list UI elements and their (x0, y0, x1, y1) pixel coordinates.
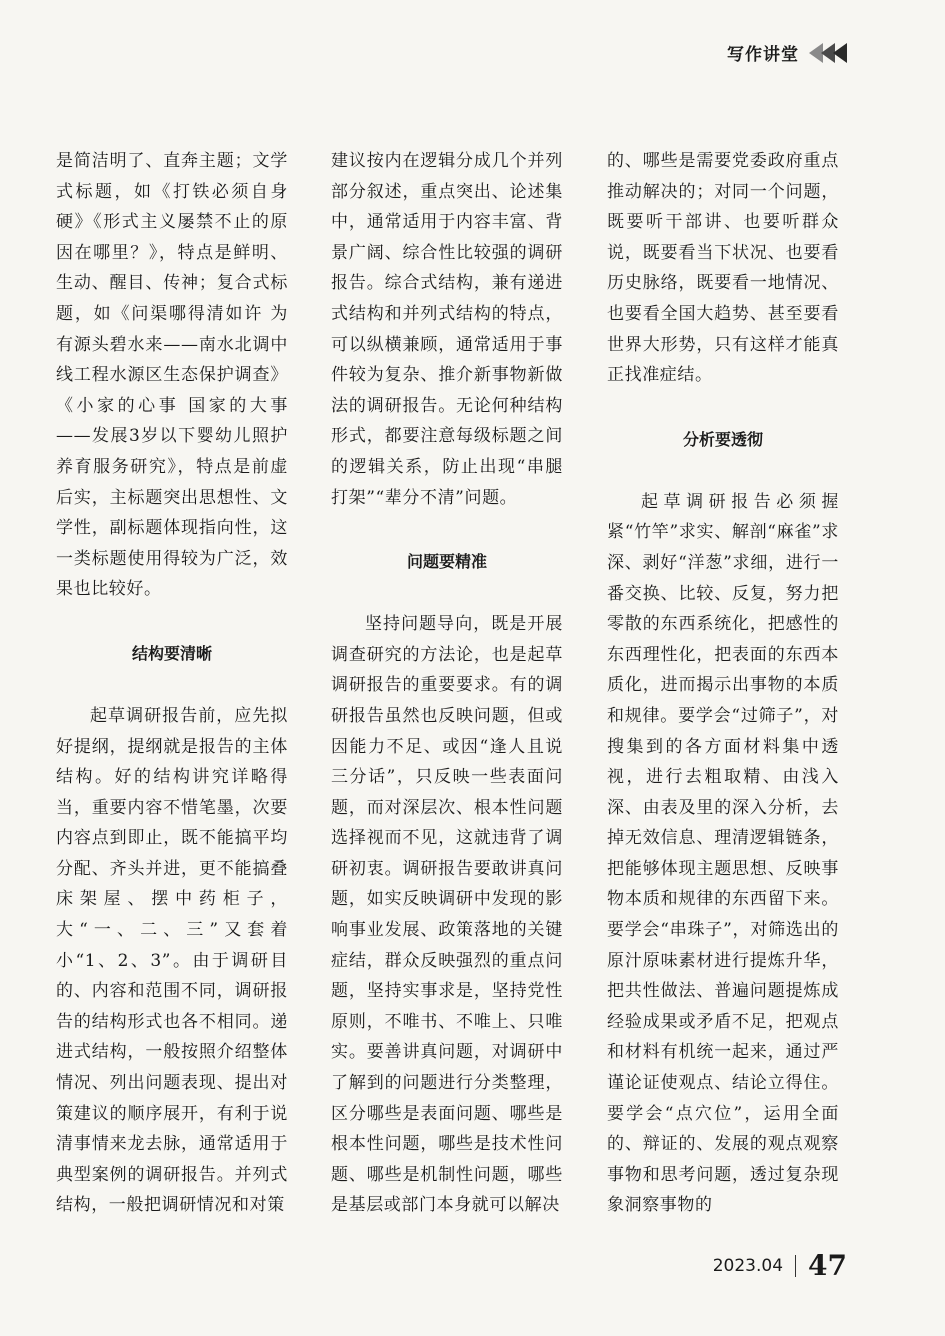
paragraph: 起草调研报告前，应先拟好提纲，提纲就是报告的主体结构。好的结构讲究详略得当，重要内容不惜笔墨，次要内容点到即止，既不能搞平均分配、齐头并进，更不能搞叠床架屋、摆中药柜子，大“一、二、三”又套着小“1、2、3”。由于调研目的、内容和范围不同，调研报告的结构形式也各不相同。递进式结构，一般按照介绍整体情况、列出问题表现、提出对策建议的顺序展开，有利于说清事情来龙去脉，通常适用于典型案例的调研报告。并列式结构，一般把调研情况和对策 (56, 705, 288, 1216)
section-header (727, 40, 845, 65)
page-footer (713, 1249, 847, 1282)
section-heading: 结构要清晰 (131, 643, 212, 663)
chevron-left-icon (809, 43, 845, 63)
issue-date: 2023.04 (712, 1255, 784, 1276)
section-heading: 分析要透彻 (682, 429, 763, 449)
column-2 (331, 146, 563, 1221)
paragraph: 坚持问题导向，既是开展调查研究的方法论，也是起草调研报告的重要要求。有的调研报告虽然也反映问题，但或因能力不足、或因“逢人且说三分话”，只反映一些表面问题，而对深层次、根本性问题选择视而不见，这就违背了调研初衷。调研报告要敢讲真问题，如实反映调研中发现的影响事业发展、政策落地的关键症结，群众反映强烈的重点问题，坚持实事求是，坚持党性原则，不唯书、不唯上、只唯实。要善讲真问题，对调研中了解到的问题进行分类整理，区分哪些是表面问题、哪些是根本性问题，哪些是技术性问题、哪些是机制性问题，哪些是基层或部门本身就可以解决 (331, 614, 563, 1216)
page-number: 47 (808, 1249, 847, 1282)
paragraph: 的、哪些是需要党委政府重点推动解决的；对同一个问题，既要听干部讲、也要听群众说，既要看当下状况、也要看历史脉络，既要看一地情况、也要看全国大趋势、甚至要看世界大形势，只有这样才能真正找准症结。 (607, 151, 839, 386)
section-heading: 问题要精准 (406, 552, 487, 572)
paragraph: 建议按内在逻辑分成几个并列部分叙述，重点突出、论述集中，通常适用于内容丰富、背景广阔、综合性比较强的调研报告。综合式结构，兼有递进式结构和并列式结构的特点，可以纵横兼顾，通常适用于事件较为复杂、推介新事物新做法的调研报告。无论何种结构形式，都要注意每级标题之间的逻辑关系，防止出现“串腿打架”“辈分不清”问题。 (331, 151, 563, 508)
paragraph: 是简洁明了、直奔主题；文学式标题，如《打铁必须自身硬》《形式主义屡禁不止的原因在哪里？》，特点是鲜明、生动、醒目、传神；复合式标题，如《问渠哪得清如许 为有源头碧水来——南水北调中线工程水源区生态保护调查》《小家的心事 国家的大事——发展3岁以下婴幼儿照护养育服务研究》，特点是前虚后实，主标题突出思想性、文学性，副标题体现指向性，这一类标题使用得较为广泛，效果也比较好。 (56, 151, 288, 600)
paragraph: 起草调研报告必须握紧“竹竿”求实、解剖“麻雀”求深、剥好“洋葱”求细，进行一番交换、比较、反复，努力把零散的东西系统化，把感性的东西理性化，把表面的东西本质化，进而揭示出事物的本质和规律。要学会“过筛子”，对搜集到的各方面材料集中透视，进行去粗取精、由浅入深、由表及里的深入分析，去掉无效信息、理清逻辑链条，把能够体现主题思想、反映事物本质和规律的东西留下来。要学会“串珠子”，对筛选出的原汁原味素材进行提炼升华，把共性做法、普遍问题提炼成经验成果或矛盾不足，把观点和材料有机统一起来，通过严谨论证使观点、结论立得住。要学会“点穴位”，运用全面的、辩证的、发展的观点观察事物和思考问题，透过复杂现象洞察事物的 (607, 491, 839, 1216)
section-title: 写作讲堂 (727, 45, 799, 65)
column-3 (607, 146, 839, 1221)
divider (795, 1255, 796, 1277)
column-1 (56, 146, 288, 1221)
